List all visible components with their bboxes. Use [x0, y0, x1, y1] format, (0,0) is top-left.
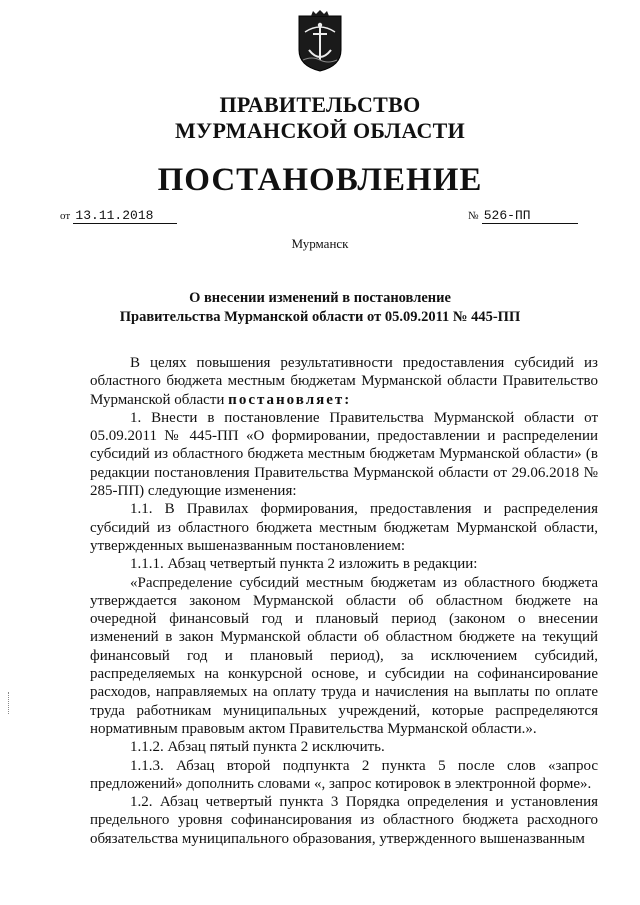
scan-artifact-mark: [8, 692, 11, 714]
document-body: [90, 354, 598, 848]
subject-line2: Правительства Мурманской области от 05.09.2011 № 445-ПП: [119, 309, 521, 325]
document-type-title: ПОСТАНОВЛЕНИЕ: [157, 162, 483, 198]
government-name-line1: ПРАВИТЕЛЬСТВО: [219, 92, 421, 117]
number-value: 526-ПП: [482, 208, 578, 224]
paragraph-preamble: [90, 354, 598, 409]
paragraph-1-2: 1.2. Абзац четвертый пункта 3 Порядка определения и установления предельного уровня софинансирования из областного бюджета расходного обязательства муниципального образования, утвержденного вышеназванным: [90, 794, 598, 847]
number-label: №: [468, 210, 479, 222]
document-number: [468, 207, 578, 224]
decree-verb: постановляет:: [228, 391, 352, 408]
city-name: Мурманск: [291, 236, 349, 251]
government-name-line2: МУРМАНСКОЙ ОБЛАСТИ: [174, 118, 466, 143]
paragraph-1-1-1: 1.1.1. Абзац четвертый пункта 2 изложить в редакции:: [130, 556, 478, 573]
document-date: [60, 207, 177, 224]
paragraph-1: 1. Внести в постановление Правительства Мурманской области от 05.09.2011 № 445-ПП «О формировании, предоставлении и распределении субсидий из областного бюджета местным бюджетам Мурманской области» (в редакции постановления Правительства Мурманской области от 29.06.2018 № 285-ПП) следующие изменения:: [90, 409, 598, 500]
coat-of-arms-emblem: [297, 10, 343, 72]
paragraph-quoted-text: «Распределение субсидий местным бюджетам из областного бюджета утверждается законом Мурманской области об областном бюджете на очередной финансовый год и плановый период (законом о внесении изменений в закон Мурманской области об областном бюджете на текущий финансовый год и плановый период), за исключением субсидий, распределяемых на конкурсной основе, и субсидии на софинансирование расходов, направляемых на оплату труда и начисления на выплаты по оплате труда работникам муниципальных учреждений, которые распределяются нормативным правовым актом Правительства Мурманской области.».: [90, 574, 598, 737]
date-value: 13.11.2018: [73, 208, 177, 224]
preamble-text: В целях повышения результативности предоставления субсидий из областного бюджета местным бюджетам Мурманской области Правительство Мурманской области: [90, 355, 598, 408]
date-label: от: [60, 210, 71, 222]
paragraph-1-1-3: 1.1.3. Абзац второй подпункта 2 пункта 5 после слов «запрос предложений» дополнить словами «, запрос котировок в электронной форме».: [90, 757, 598, 792]
subject-line1: О внесении изменений в постановление: [189, 290, 451, 306]
paragraph-1-1-2: 1.1.2. Абзац пятый пункта 2 исключить.: [130, 739, 385, 756]
paragraph-1-1: 1.1. В Правилах формирования, предоставления и распределения субсидий из областного бюджета местным бюджетам Мурманской области, утвержденных вышеназванным постановлением:: [90, 501, 598, 554]
